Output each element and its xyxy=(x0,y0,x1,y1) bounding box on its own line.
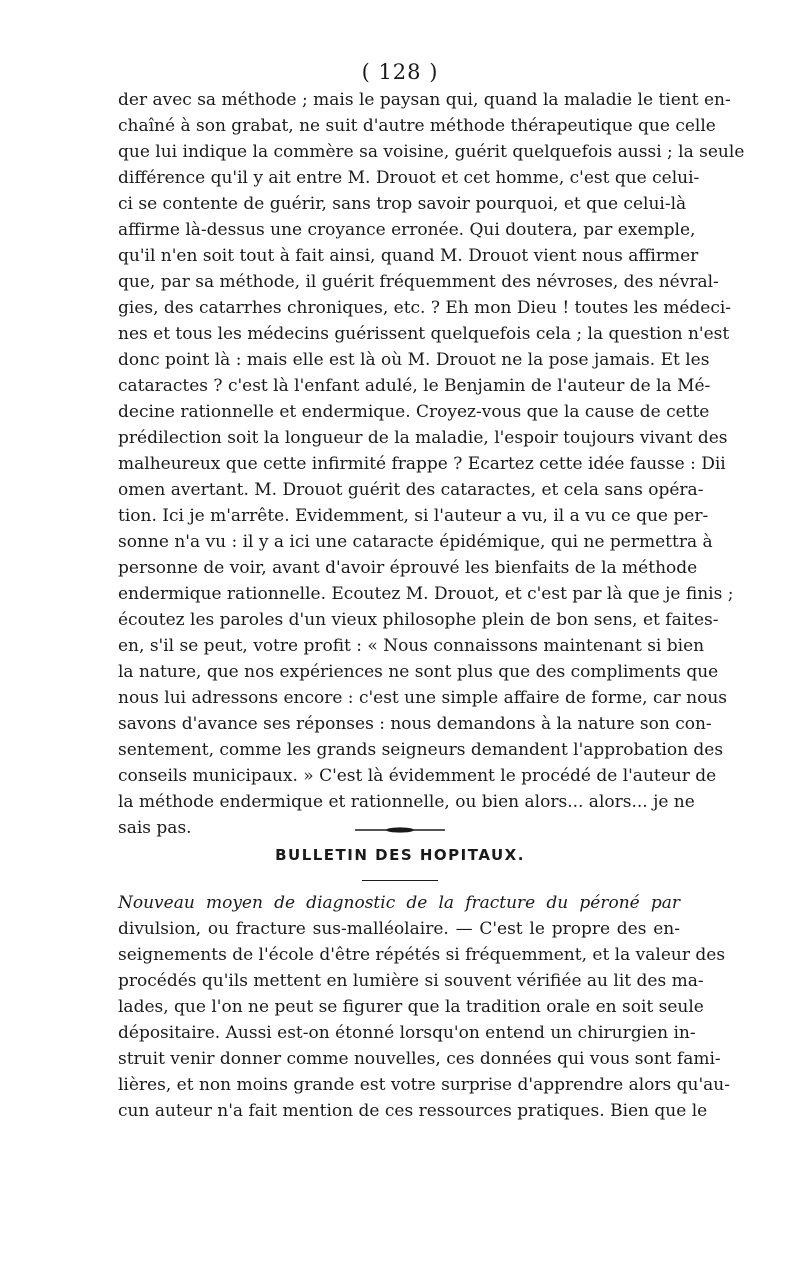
text-line: dépositaire. Aussi est-on étonné lorsqu'on entend un chirurgien in- xyxy=(118,1023,696,1043)
text-line: nous lui adressons encore : c'est une simple affaire de forme, car nous xyxy=(118,688,727,708)
text-line: que, par sa méthode, il guérit fréquemment des névroses, des névral- xyxy=(118,272,719,292)
text-line: que lui indique la commère sa voisine, guérit quelquefois aussi ; la seule xyxy=(118,142,745,162)
text-line: affirme là-dessus une croyance erronée. Qui doutera, par exemple, xyxy=(118,220,696,240)
text-line: donc point là : mais elle est là où M. Drouot ne la pose jamais. Et les xyxy=(118,350,710,370)
page-number: ( 128 ) xyxy=(361,60,439,84)
text-line: sais pas. xyxy=(118,818,192,838)
text-line: lades, que l'on ne peut se figurer que la tradition orale en soit seule xyxy=(118,997,704,1017)
text-line: savons d'avance ses réponses : nous demandons à la nature son con- xyxy=(118,714,712,734)
text-line: decine rationnelle et endermique. Croyez-vous que la cause de cette xyxy=(118,402,710,422)
text-line: chaîné à son grabat, ne suit d'autre méthode thérapeutique que celle xyxy=(118,116,716,136)
text-line: ci se contente de guérir, sans trop savoir pourquoi, et que celui-là xyxy=(118,194,687,214)
text-line: la méthode endermique et rationnelle, ou bien alors... alors... je ne xyxy=(118,792,695,812)
section-heading: BULLETIN DES HOPITAUX. xyxy=(275,846,525,864)
text-line: en, s'il se peut, votre profit : « Nous connaissons maintenant si bien xyxy=(118,636,705,656)
text-line: lières, et non moins grande est votre surprise d'apprendre alors qu'au- xyxy=(118,1075,730,1095)
text-line: écoutez les paroles d'un vieux philosophe plein de bon sens, et faites- xyxy=(118,610,719,630)
text-line: personne de voir, avant d'avoir éprouvé les bienfaits de la méthode xyxy=(118,558,698,578)
section-rule xyxy=(362,880,438,881)
text-line: différence qu'il y ait entre M. Drouot et cet homme, c'est que celui- xyxy=(118,168,700,188)
section-text xyxy=(118,890,730,1124)
text-line: conseils municipaux. » C'est là évidemment le procédé de l'auteur de xyxy=(118,766,717,786)
ornament-divider xyxy=(355,827,445,833)
text-line: sentement, comme les grands seigneurs demandent l'approbation des xyxy=(118,740,724,760)
text-line: omen avertant. M. Drouot guérit des cataractes, et cela sans opéra- xyxy=(118,480,704,500)
text-line: malheureux que cette infirmité frappe ? Ecartez cette idée fausse : Dii xyxy=(118,454,726,474)
text-line: la nature, que nos expériences ne sont plus que des compliments que xyxy=(118,662,719,682)
text-line: qu'il n'en soit tout à fait ainsi, quand M. Drouot vient nous affirmer xyxy=(118,246,699,266)
text-line: prédilection soit la longueur de la maladie, l'espoir toujours vivant des xyxy=(118,428,728,448)
text-line: endermique rationnelle. Ecoutez M. Drouot, et c'est par là que je finis ; xyxy=(118,584,734,604)
text-line: divulsion, ou fracture sus-malléolaire. — C'est le propre des en- xyxy=(118,919,680,939)
body-text xyxy=(118,87,745,841)
text-line: struit venir donner comme nouvelles, ces données qui vous sont fami- xyxy=(118,1049,721,1069)
text-line: cataractes ? c'est là l'enfant adulé, le Benjamin de l'auteur de la Mé- xyxy=(118,376,711,396)
text-line: gies, des catarrhes chroniques, etc. ? Eh mon Dieu ! toutes les médeci- xyxy=(118,298,732,318)
text-line: Nouveau moyen de diagnostic de la fracture du péroné par xyxy=(118,893,680,913)
text-line: cun auteur n'a fait mention de ces ressources pratiques. Bien que le xyxy=(118,1101,708,1121)
text-line: nes et tous les médecins guérissent quelquefois cela ; la question n'est xyxy=(118,324,730,344)
text-line: der avec sa méthode ; mais le paysan qui, quand la maladie le tient en- xyxy=(118,90,731,110)
text-line: sonne n'a vu : il y a ici une cataracte épidémique, qui ne permettra à xyxy=(118,532,713,552)
text-line: tion. Ici je m'arrête. Evidemment, si l'auteur a vu, il a vu ce que per- xyxy=(118,506,709,526)
text-line: seignements de l'école d'être répétés si fréquemment, et la valeur des xyxy=(118,945,726,965)
text-line: procédés qu'ils mettent en lumière si souvent vérifiée au lit des ma- xyxy=(118,971,704,991)
